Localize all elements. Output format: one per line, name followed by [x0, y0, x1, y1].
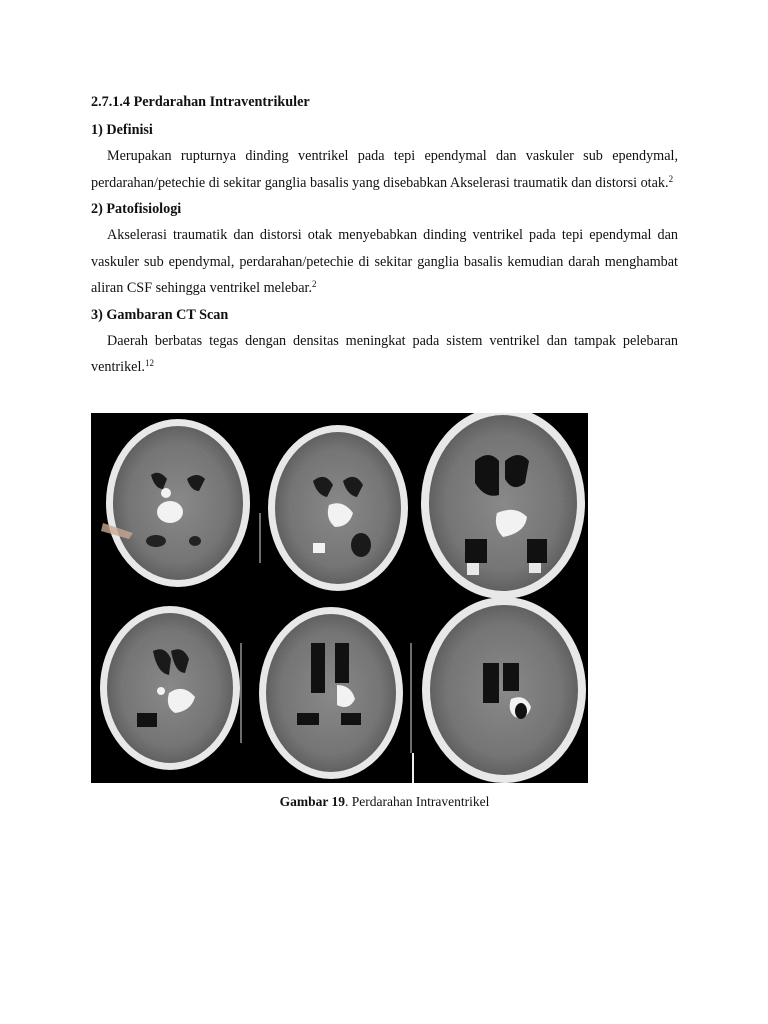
ct-scan-grid [91, 413, 588, 783]
paragraph-text: Daerah berbatas tegas dengan densitas meningkat pada sistem ventrikel dan tampak pelebaran ventrikel. [91, 332, 678, 375]
reference-superscript: 2 [312, 279, 317, 289]
paragraph [91, 328, 678, 381]
subsection-ct-scan [91, 306, 678, 381]
subsection-heading: 1) Definisi [91, 122, 153, 138]
subsection-patofisiologi [91, 200, 678, 302]
reference-superscript: 2 [668, 173, 674, 184]
ct-scan-figure [91, 413, 588, 783]
caption-text: . Perdarahan Intraventrikel [345, 794, 490, 809]
subsection-definisi [91, 121, 678, 196]
figure-caption [91, 794, 678, 810]
paragraph [91, 143, 678, 196]
ct-scan-panel-3 [421, 413, 585, 599]
section-title: 2.7.1.4 Perdarahan Intraventrikuler [91, 94, 310, 110]
subsection-heading: 3) Gambaran CT Scan [91, 306, 229, 323]
subsection-heading: 2) Patofisiologi [91, 201, 182, 217]
caption-label: Gambar 19 [279, 794, 346, 809]
reference-superscript: 12 [144, 358, 154, 368]
ct-scan-panel-4 [100, 606, 241, 770]
document-page [91, 93, 678, 381]
paragraph-text: Akselerasi traumatik dan distorsi otak menyebabkan dinding ventrikel pada tepi ependymal dan vaskuler sub ependymal, perdarahan/petechie di sekitar ganglia basalis kemudian darah menghambat aliran CSF sehingga ventrikel melebar. [91, 227, 678, 296]
paragraph-text: Merupakan rupturnya dinding ventrikel pada tepi ependymal dan vaskuler sub ependymal, perdarahan/petechie di sekitar ganglia basalis yang disebabkan Akselerasi traumatik dan distorsi otak. [91, 148, 678, 191]
paragraph [91, 222, 678, 302]
